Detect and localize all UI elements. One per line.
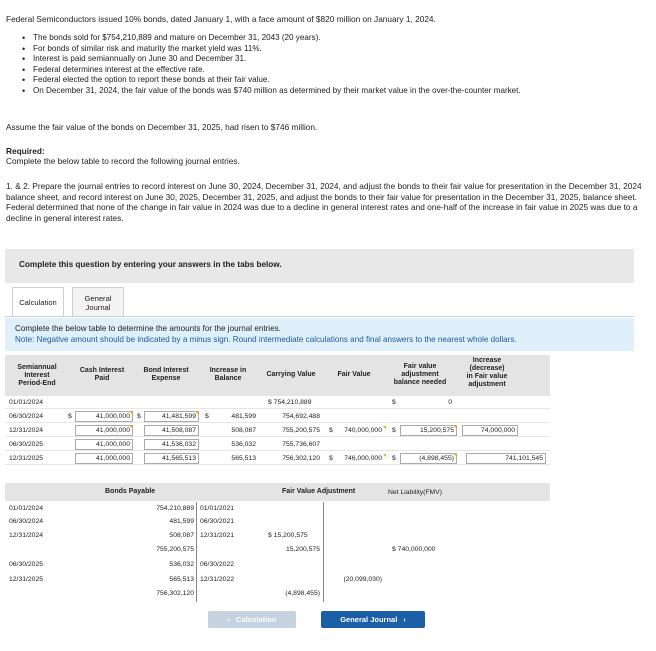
flag-icon (196, 412, 199, 415)
bp-amount: 754,210,889 (156, 505, 194, 512)
dollar-sign: $ (329, 427, 333, 434)
flag-icon (454, 426, 457, 429)
carrying-value: 755,200,575 (282, 427, 320, 434)
increase-balance: 565,513 (231, 455, 256, 462)
fva-debit: 15,200,575 (285, 546, 320, 553)
bullet-item: • On December 31, 2024, the fair value of the bonds was $740 million as determined by their market value in the over-the-counter market. (20, 86, 640, 97)
fva-debit: $ 15,200,575 (268, 532, 308, 539)
bullet-item: • The bonds sold for $754,210,889 and mature on December 31, 2043 (20 years). (20, 33, 640, 44)
bonds-payable-title: Bonds Payable (105, 488, 156, 495)
bullet-item: • For bonds of similar risk and maturity the market yield was 11%. (20, 44, 640, 55)
cash-interest-input[interactable]: 41,000,000 (75, 411, 133, 422)
carrying-value: 755,736,607 (282, 441, 320, 448)
row-date: 06/30/2025 (9, 561, 44, 568)
dollar-sign: $ (392, 399, 396, 406)
fva-title: Fair Value Adjustment (282, 488, 356, 495)
bp-amount: 565,513 (169, 576, 194, 583)
bp-right-date: 12/31/2022 (200, 576, 235, 583)
row-date: 12/31/2025 (9, 455, 44, 462)
header-expense: Bond Interest Expense (143, 367, 189, 382)
fva-balance: (4,898,455) (285, 590, 320, 597)
row-date: 06/30/2024 (9, 413, 44, 420)
incdec-input[interactable]: 741,101,545 (466, 453, 546, 464)
interest-expense-input[interactable]: 41,565,513 (144, 453, 199, 464)
fair-value: 740,000,000 (344, 427, 382, 434)
bp-right-date: 12/31/2021 (200, 532, 235, 539)
bp-amount: 536,032 (169, 561, 194, 568)
bp-amount: 481,599 (169, 518, 194, 525)
dollar-sign: $ (68, 413, 72, 420)
cash-interest-input[interactable]: 41,000,000 (75, 439, 133, 450)
bp-right-date: 06/30/2021 (200, 518, 235, 525)
adj-needed-value: 0 (448, 399, 452, 406)
header-adj-needed: Fair value adjustment balance needed (393, 363, 447, 386)
t-accounts-header (5, 483, 550, 501)
header-fair: Fair Value (337, 371, 371, 378)
row-date: 06/30/2025 (9, 441, 44, 448)
part-1-2-text: 1. & 2. Prepare the journal entries to record interest on June 30, 2024, December 31, 2024, and adjust the bonds to their fair value for presentation in the December 31, 2024 balance sheet, and record interest on June 30, 2025, December 31, 2025, and adjust the bonds to their fair value for presentation in the December 31, 2025, balance sheet. Federal determined that none of the change in fair value in 2024 was due to a decline in general interest rates and one-half of the increase in fair value in 2025 was due to a decline in general interest rates. (6, 181, 642, 223)
dollar-sign: $ (329, 455, 333, 462)
row-date: 12/31/2024 (9, 532, 44, 539)
bullet-item: • Federal elected the option to report these bonds at their fair value. (20, 75, 640, 86)
tab-label-line: General (84, 293, 112, 303)
increase-balance: 481,599 (231, 413, 256, 420)
header-carrying: Carrying Value (266, 371, 316, 378)
dollar-sign: $ (205, 413, 209, 420)
header-incdec: Increase (decrease) in Fair value adjustment (466, 357, 508, 388)
tab-general-journal[interactable] (72, 287, 124, 317)
flag-icon (454, 454, 457, 457)
chevron-right-icon: › (403, 615, 406, 624)
adj-needed-input[interactable]: (4,898,455) (400, 453, 457, 464)
prev-button-label: Calculation (236, 615, 277, 624)
row-date: 01/01/2024 (9, 399, 44, 406)
instructions-banner (5, 249, 634, 283)
row-date: 12/31/2025 (9, 576, 44, 583)
prev-button[interactable] (208, 611, 296, 628)
cash-interest-input[interactable]: 41,000,000 (75, 425, 133, 436)
dollar-sign: $ (392, 427, 396, 434)
row-date: 12/31/2024 (9, 427, 44, 434)
net-liability-title: Net Liability(FMV) (388, 489, 443, 496)
flag-icon (130, 426, 133, 429)
row-date: 06/30/2024 (9, 518, 44, 525)
problem-intro: Federal Semiconductors issued 10% bonds, dated January 1, with a face amount of $820 million on January 1, 2024. (6, 14, 436, 24)
tab-label-line: Journal (85, 302, 111, 312)
bp-amount: 508,087 (169, 532, 194, 539)
interest-expense-input[interactable]: 41,481,599 (144, 411, 199, 422)
carrying-value: $ 754,210,889 (268, 399, 312, 406)
cash-interest-input[interactable]: 41,000,000 (75, 453, 133, 464)
dollar-sign: $ (137, 413, 141, 420)
bp-amount: 756,302,120 (156, 590, 194, 597)
increase-balance: 536,032 (231, 441, 256, 448)
flag-icon (130, 412, 133, 415)
incdec-input[interactable]: 74,000,000 (462, 425, 518, 436)
bp-right-date: 06/30/2022 (200, 561, 235, 568)
t-account-divider (323, 502, 324, 602)
flag-icon (383, 454, 386, 457)
bullet-list (20, 33, 640, 97)
banner-text: Complete this question by entering your answers in the tabs below. (19, 260, 282, 269)
required-label: Required: (6, 146, 45, 156)
flag-icon (383, 426, 386, 429)
next-button-label: General Journal (340, 615, 398, 624)
dollar-sign: $ (392, 455, 396, 462)
t-account-divider (196, 502, 197, 602)
bp-amount: 755,200,575 (156, 546, 194, 553)
required-text: Complete the below table to record the following journal entries. (6, 156, 240, 166)
carrying-value: 756,302,120 (282, 455, 320, 462)
adj-needed-input[interactable]: 15,200,575 (400, 425, 457, 436)
assume-text: Assume the fair value of the bonds on December 31, 2025, had risen to $746 million. (6, 122, 318, 132)
interest-expense-input[interactable]: 41,508,087 (144, 425, 199, 436)
header-cash: Cash Interest Paid (79, 367, 125, 382)
increase-balance: 508,087 (231, 427, 256, 434)
bullet-item: • Federal determines interest at the effective rate. (20, 65, 640, 76)
net-liability-value: $ 740,000,000 (392, 546, 436, 553)
tab-calculation[interactable] (12, 287, 64, 317)
bullet-item: • Interest is paid semiannually on June 30 and December 31. (20, 54, 640, 65)
interest-expense-input[interactable]: 41,536,032 (144, 439, 199, 450)
chevron-left-icon: ‹ (227, 615, 231, 624)
tab-divider (5, 316, 634, 317)
row-date: 01/01/2024 (9, 505, 44, 512)
header-increase: Increase in Balance (209, 367, 247, 382)
fva-credit: (20,099,030) (343, 576, 382, 583)
bp-right-date: 01/01/2021 (200, 505, 235, 512)
header-period: Semiannual Interest Period-End (17, 364, 57, 387)
instruction-note (5, 318, 634, 351)
fair-value: 746,000,000 (344, 455, 382, 462)
next-button[interactable] (321, 611, 425, 628)
carrying-value: 754,692,488 (282, 413, 320, 420)
tab-calculation-label: Calculation (19, 298, 57, 307)
note-line: Complete the below table to determine the amounts for the journal entries. (15, 324, 281, 333)
note-line-highlight: Note: Negative amount should be indicated by a minus sign. Round intermediate calculations and final answers to the nearest whole dollars. (15, 335, 517, 344)
